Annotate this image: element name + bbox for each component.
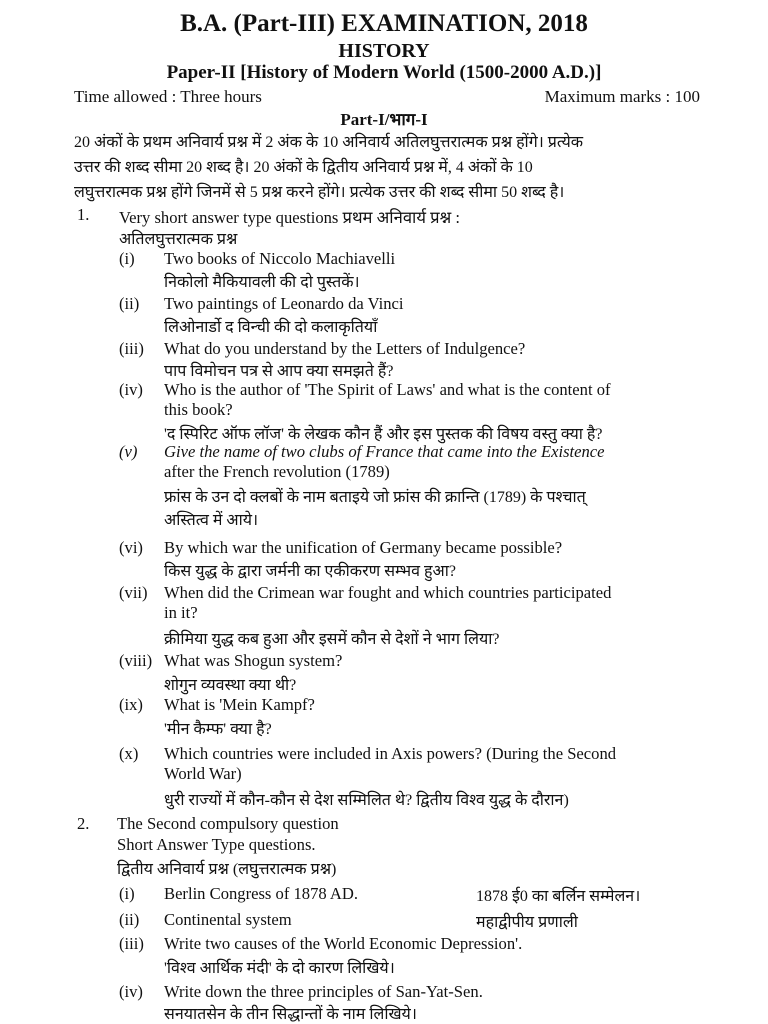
item-text: Two books of Niccolo Machiavelli bbox=[164, 249, 396, 268]
item-number: (vii) bbox=[119, 583, 148, 602]
item-text-hindi: 'विश्व आर्थिक मंदी' के दो कारण लिखिये। bbox=[164, 960, 395, 977]
question-subtitle: Short Answer Type questions. bbox=[117, 835, 316, 854]
instruction-line: लघुत्तरात्मक प्रश्न होंगे जिनमें से 5 प्रश्न करने होंगे। प्रत्येक उत्तर की शब्द सीमा 50 शब्द है। bbox=[74, 184, 565, 201]
item-number: (i) bbox=[119, 249, 135, 268]
instruction-line: 20 अंकों के प्रथम अनिवार्य प्रश्न में 2 अंक के 10 अनिवार्य अतिलघुत्तरात्मक प्रश्न होंगे। प्रत्येक bbox=[74, 134, 584, 151]
item-text-hindi: सनयातसेन के तीन सिद्धान्तों के नाम लिखिये। bbox=[164, 1006, 417, 1023]
item-text: What is 'Mein Kampf? bbox=[164, 695, 315, 714]
item-text-hindi: महाद्वीपीय प्रणाली bbox=[476, 914, 578, 931]
item-text: Write down the three principles of San-Yat-Sen. bbox=[164, 982, 483, 1001]
item-text-hindi: शोगुन व्यवस्था क्या थी? bbox=[164, 677, 297, 694]
subject-title: HISTORY bbox=[338, 40, 430, 62]
item-number: (vi) bbox=[119, 538, 143, 557]
item-text: World War) bbox=[164, 764, 242, 783]
question-title: The Second compulsory question bbox=[117, 814, 339, 833]
item-text-hindi: लिओनार्डो द विन्ची की दो कलाकृतियाँ bbox=[164, 319, 378, 336]
item-number: (ii) bbox=[119, 294, 140, 313]
question-subtitle: अतिलघुत्तरात्मक प्रश्न bbox=[119, 231, 238, 248]
paper-title: Paper-II [History of Modern World (1500-2000 A.D.)] bbox=[166, 62, 602, 83]
item-text-hindi: 'मीन कैम्फ' क्या है? bbox=[164, 721, 272, 738]
item-text: By which war the unification of Germany became possible? bbox=[164, 538, 563, 557]
item-number: (i) bbox=[119, 884, 135, 903]
item-text: Two paintings of Leonardo da Vinci bbox=[164, 294, 404, 313]
item-text: What do you understand by the Letters of Indulgence? bbox=[164, 339, 526, 358]
question-number: 2. bbox=[77, 814, 90, 833]
item-text-hindi: निकोलो मैकियावली की दो पुस्तकें। bbox=[164, 274, 360, 291]
item-number: (iv) bbox=[119, 380, 143, 399]
item-number: (x) bbox=[119, 744, 139, 763]
item-text-hindi: 'द स्पिरिट ऑफ लॉज' के लेखक कौन हैं और इस पुस्तक की विषय वस्तु क्या है? bbox=[164, 426, 603, 443]
item-number: (iii) bbox=[119, 934, 144, 953]
item-text: Continental system bbox=[164, 910, 292, 929]
item-number: (ii) bbox=[119, 910, 140, 929]
item-text-hindi: धुरी राज्यों में कौन-कौन से देश सम्मिलित थे? द्वितीय विश्व युद्ध के दौरान) bbox=[164, 792, 569, 809]
item-text: in it? bbox=[164, 603, 198, 622]
item-text: Which countries were included in Axis powers? (During the Second bbox=[164, 744, 617, 763]
exam-title: B.A. (Part-III) EXAMINATION, 2018 bbox=[180, 10, 588, 37]
part-heading: Part-I/भाग-I bbox=[340, 110, 428, 129]
item-text-hindi: 1878 ई0 का बर्लिन सम्मेलन। bbox=[476, 888, 641, 905]
item-number: (ix) bbox=[119, 695, 143, 714]
item-text-hindi: पाप विमोचन पत्र से आप क्या समझते हैं? bbox=[164, 363, 394, 380]
item-text-hindi: अस्तित्व में आये। bbox=[164, 512, 259, 529]
item-number: (viii) bbox=[119, 651, 153, 670]
time-allowed: Time allowed : Three hours bbox=[74, 87, 262, 106]
item-text: Give the name of two clubs of France that came into the Existence bbox=[164, 442, 605, 461]
item-text-hindi: फ्रांस के उन दो क्लबों के नाम बताइये जो फ्रांस की क्रान्ति (1789) के पश्चात् bbox=[164, 489, 586, 506]
item-text: this book? bbox=[164, 400, 233, 419]
question-title: Very short answer type questions प्रथम अनिवार्य प्रश्न : bbox=[119, 208, 461, 227]
item-number: (iv) bbox=[119, 982, 143, 1001]
instruction-line: उत्तर की शब्द सीमा 20 शब्द है। 20 अंकों के द्वितीय अनिवार्य प्रश्न में, 4 अंकों के 10 bbox=[74, 159, 533, 176]
item-text: after the French revolution (1789) bbox=[164, 462, 390, 481]
item-text: Who is the author of 'The Spirit of Laws' and what is the content of bbox=[164, 380, 611, 399]
item-text-hindi: किस युद्ध के द्वारा जर्मनी का एकीकरण सम्भव हुआ? bbox=[164, 563, 456, 580]
item-text: Berlin Congress of 1878 AD. bbox=[164, 884, 359, 903]
question-number: 1. bbox=[77, 205, 90, 224]
item-text: When did the Crimean war fought and which countries participated bbox=[164, 583, 612, 602]
item-text: What was Shogun system? bbox=[164, 651, 343, 670]
item-text: Write two causes of the World Economic Depression'. bbox=[164, 934, 523, 953]
item-number: (v) bbox=[119, 442, 138, 461]
max-marks: Maximum marks : 100 bbox=[544, 87, 700, 106]
item-number: (iii) bbox=[119, 339, 144, 358]
question-subtitle-hindi: द्वितीय अनिवार्य प्रश्न (लघुत्तरात्मक प्रश्न) bbox=[117, 861, 337, 878]
item-text-hindi: क्रीमिया युद्ध कब हुआ और इसमें कौन से देशों ने भाग लिया? bbox=[164, 631, 500, 648]
